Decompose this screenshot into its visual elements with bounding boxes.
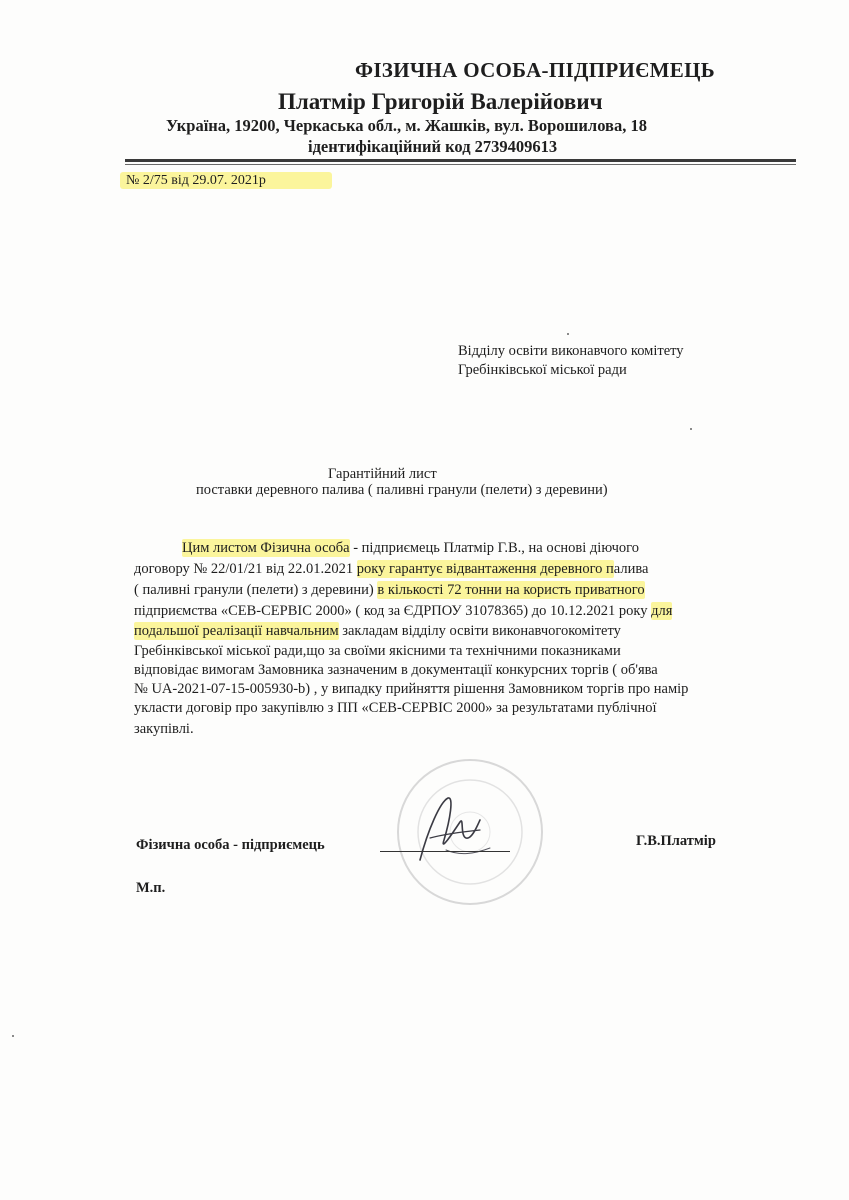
body-text: алива xyxy=(613,561,649,577)
body-line-7: відповідає вимогам Замовника зазначеним в документації конкурсних торгів ( об'ява xyxy=(134,662,658,678)
scan-speck xyxy=(12,1035,14,1037)
document-number: № 2/75 від 29.07. 2021р xyxy=(126,173,266,188)
handwritten-signature xyxy=(400,790,510,870)
signature-label: Фізична особа - підприємець xyxy=(136,837,325,853)
letter-subtitle: поставки деревного палива ( паливні гранули (пелети) з деревини) xyxy=(196,482,608,498)
body-line-6: Гребінківської міської ради,що за своїми якісними та технічними показниками xyxy=(134,643,621,659)
recipient-line-2: Гребінківської міської ради xyxy=(458,362,627,378)
body-line-10: закупівлі. xyxy=(134,721,194,737)
body-highlight: Цим листом Фізична особа xyxy=(182,540,350,556)
body-highlight: подальшої реалізації навчальним xyxy=(134,623,339,639)
body-text: закладам відділу освіти виконавчогокомітету xyxy=(338,623,621,639)
body-line-5 xyxy=(134,623,621,640)
letterhead-id-code: ідентифікаційний код 2739409613 xyxy=(308,137,558,156)
body-highlight: року гарантує відвантаження деревного п xyxy=(356,561,614,577)
body-line-9: укласти договір про закупівлю з ПП «СЕВ-СЕРВІС 2000» за результатами публічної xyxy=(134,700,657,716)
letterhead-name: Платмір Григорій Валерійович xyxy=(278,89,603,114)
body-text: - підприємець Платмір Г.В., на основі діючого xyxy=(349,540,639,556)
signature-line xyxy=(380,851,510,852)
body-highlight: в кількості 72 тонни на користь приватного xyxy=(377,582,645,598)
body-text: договору № 22/01/21 від 22.01.2021 xyxy=(134,561,357,577)
body-text: підприємства «СЕВ-СЕРВІС 2000» ( код за ЄДРПОУ 31078365) до 10.12.2021 року xyxy=(134,603,652,619)
body-line-8: № UA-2021-07-15-005930-b) , у випадку прийняття рішення Замовником торгів про намір xyxy=(134,681,689,697)
letter-title: Гарантійний лист xyxy=(328,466,437,482)
body-line-2 xyxy=(134,561,648,578)
recipient-line-1: Відділу освіти виконавчого комітету xyxy=(458,343,684,359)
letterhead-address: Україна, 19200, Черкаська обл., м. Жашків, вул. Ворошилова, 18 xyxy=(166,116,647,135)
scan-speck xyxy=(690,428,692,430)
signatory-name: Г.В.Платмір xyxy=(636,833,716,849)
body-line-4 xyxy=(134,603,672,620)
body-text: ( паливні гранули (пелети) з деревини) xyxy=(134,582,378,598)
letterhead-rule-thin xyxy=(125,164,796,165)
letterhead-entity-type: ФІЗИЧНА ОСОБА-ПІДПРИЄМЕЦЬ xyxy=(355,58,715,82)
stamp-place-mark: М.п. xyxy=(136,880,166,896)
body-line-1 xyxy=(182,540,639,557)
scan-speck xyxy=(567,333,569,335)
letterhead-rule xyxy=(125,159,796,162)
body-line-3 xyxy=(134,582,645,599)
body-highlight: для xyxy=(651,603,673,619)
